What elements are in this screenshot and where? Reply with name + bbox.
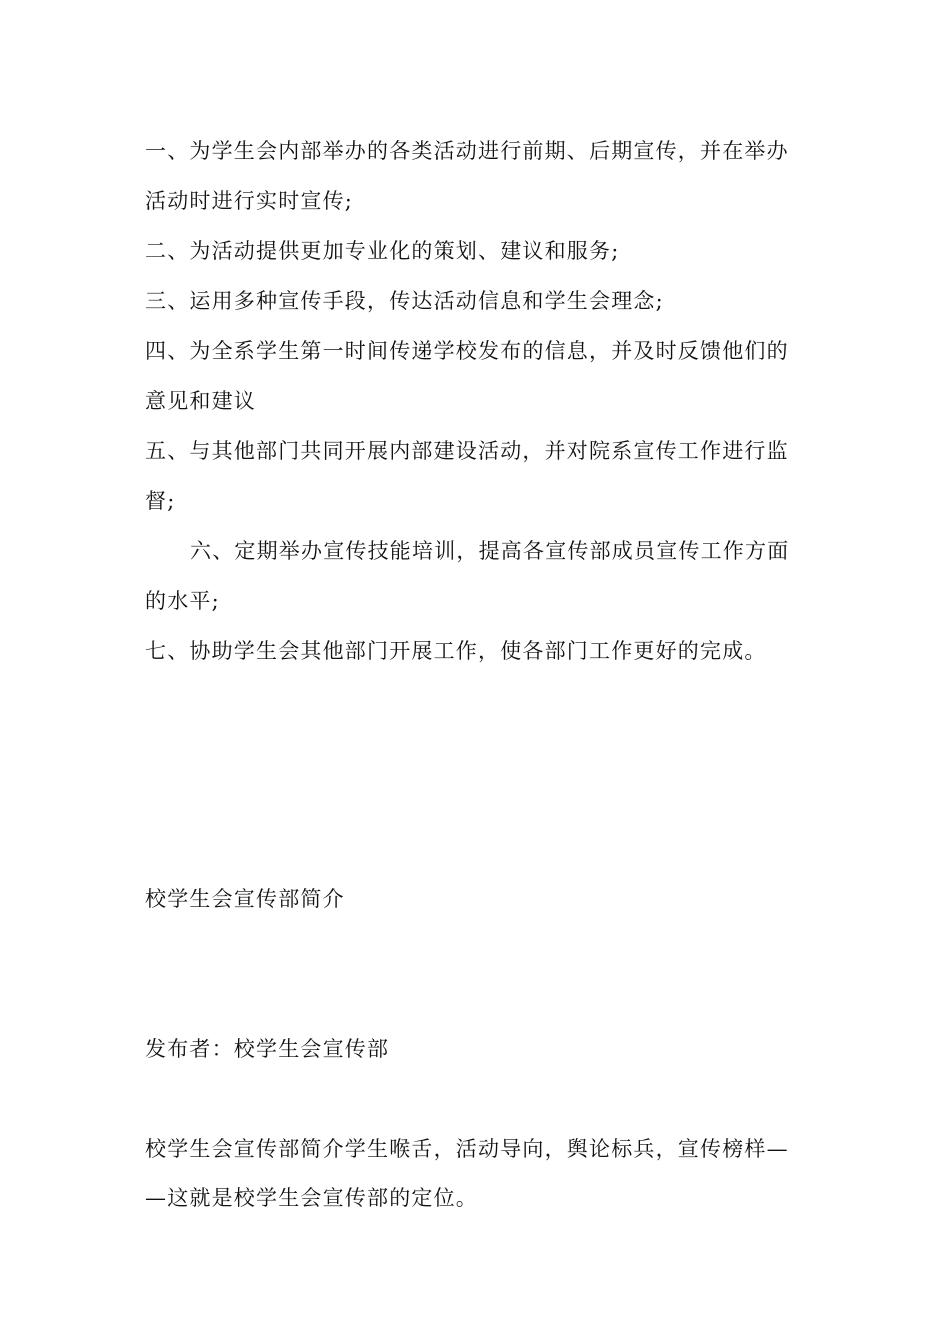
item-4-line-1: 四、为全系学生第一时间传递学校发布的信息，并及时反馈他们的 [145,339,789,363]
item-6-line-2: 的水平; [145,589,220,613]
publisher-line: 发布者：校学生会宣传部 [145,1037,390,1061]
item-1-line-2: 活动时进行实时宣传; [145,189,354,213]
item-3: 三、运用多种宣传手段，传达活动信息和学生会理念; [145,289,664,313]
item-7: 七、协助学生会其他部门开展工作，使各部门工作更好的完成。 [145,639,767,663]
item-6-line-1: 六、定期举办宣传技能培训，提高各宣传部成员宣传工作方面 [190,539,790,563]
item-2: 二、为活动提供更加专业化的策划、建议和服务; [145,239,620,263]
intro-line-1: 校学生会宣传部简介学生喉舌，活动导向，舆论标兵，宣传榜样— [145,1137,789,1161]
intro-line-2: —这就是校学生会宣传部的定位。 [145,1186,478,1210]
item-4-line-2: 意见和建议 [145,389,256,413]
item-5-line-2: 督; [145,489,176,513]
item-5-line-1: 五、与其他部门共同开展内部建设活动，并对院系宣传工作进行监 [145,439,789,463]
item-1-line-1: 一、为学生会内部举办的各类活动进行前期、后期宣传，并在举办 [145,139,789,163]
section-title: 校学生会宣传部简介 [145,887,345,911]
